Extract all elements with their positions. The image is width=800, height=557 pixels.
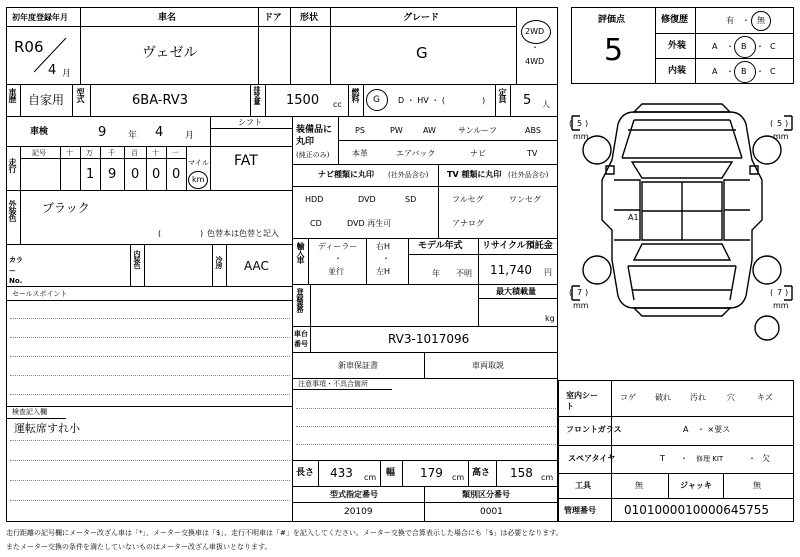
- exterior-c: C: [770, 42, 776, 51]
- tv-label: TV 種類に丸印: [447, 170, 502, 179]
- length-unit: cm: [364, 473, 377, 482]
- mileage-digit-label-5: 十: [152, 149, 159, 157]
- glass-label: フロントガラス: [566, 425, 622, 434]
- spare-kit: 修理 KIT: [696, 455, 724, 463]
- drive-2wd: 2WD: [525, 27, 545, 36]
- sheet-scratch: キズ: [757, 393, 773, 402]
- drive-4wd: 4WD: [525, 57, 545, 66]
- model-year-unit: 年: [432, 269, 440, 278]
- tread-label-rl: 7: [577, 288, 583, 297]
- tv-analog: アナログ: [452, 219, 484, 228]
- interior-dot-2: ・: [756, 67, 764, 76]
- width-value: 179: [420, 466, 443, 480]
- repair-no: 無: [757, 16, 765, 25]
- equip-sunroof: サンルーフ: [458, 126, 497, 135]
- mileage-digit-2: 9: [108, 167, 117, 182]
- max-load-unit: kg: [545, 314, 555, 323]
- usage-label: 車歴: [8, 88, 17, 102]
- capacity-unit: 人: [542, 100, 550, 109]
- tread-paren-rl-open: (: [569, 288, 573, 297]
- import-right: 右H: [376, 242, 391, 251]
- repair-dot: ・: [742, 16, 750, 25]
- tv-oneseg: ワンセグ: [509, 195, 541, 204]
- score-label: 評価点: [598, 15, 626, 25]
- footer-line-1: 走行距離の記号欄にメーター改ざん車は「*」、メーター交換車は「$」、走行不明車は「#」を記入してください。メーター交換で合算表示した場合にも「$」は必要となります。: [6, 529, 563, 537]
- displacement-unit: cc: [333, 100, 342, 109]
- category-value: 0001: [480, 507, 503, 517]
- first-reg-month-unit: 月: [62, 69, 72, 79]
- color-paren: (: [158, 229, 162, 238]
- navi-label-sub: (社外品含む): [388, 171, 429, 179]
- spare-t: T: [660, 454, 665, 463]
- tread-paren-fl-close: ): [585, 119, 589, 128]
- inspection-month: 4: [155, 125, 164, 140]
- navi-hdd: HDD: [305, 195, 324, 204]
- interior-sheet-label: 室内シート: [566, 391, 598, 412]
- grade-value: G: [416, 44, 428, 62]
- model-label: 型式: [76, 88, 85, 102]
- recycle-value: 11,740: [490, 263, 532, 277]
- tread-mm-rl: mm: [573, 301, 589, 310]
- glass-value: A: [683, 425, 689, 434]
- recycle-unit: 円: [544, 268, 552, 277]
- sheet-tear: 破れ: [655, 393, 671, 402]
- repair-label: 修復歴: [661, 15, 689, 25]
- interior-dot-1: ・: [726, 67, 734, 76]
- sales-point-label: セールスポイント: [12, 290, 68, 298]
- glass-rest: ・ ×要ス: [697, 425, 731, 434]
- management-label: 管理番号: [564, 506, 596, 515]
- interior-label: 内装: [668, 66, 687, 76]
- first-reg-year: R06: [14, 38, 44, 56]
- usage-value: 自家用: [28, 93, 65, 107]
- equip-abs: ABS: [525, 126, 541, 135]
- management-value: 0101000010000645755: [624, 503, 770, 517]
- import-dealer: ディーラー: [318, 242, 358, 251]
- tread-paren-rl-close: ): [585, 288, 589, 297]
- tv-fullseg: フルセグ: [452, 195, 484, 204]
- width-label: 幅: [386, 468, 396, 478]
- displacement-value: 1500: [286, 93, 320, 108]
- tread-label-fr: 5: [777, 119, 783, 128]
- tools-label: 工具: [575, 481, 591, 490]
- damage-mark: A1: [628, 213, 639, 222]
- equip-aw: AW: [423, 126, 436, 135]
- exterior-dot-1: ・: [726, 42, 734, 51]
- import-dealer-dot: ・: [334, 254, 342, 263]
- exterior-dot-2: ・: [756, 42, 764, 51]
- type-designation-value: 20109: [344, 507, 373, 517]
- displacement-label: 排気量: [253, 86, 261, 104]
- max-load-label: 最大積載量: [496, 287, 536, 296]
- tread-label-fl: 5: [577, 119, 583, 128]
- mileage-digit-3: 0: [131, 167, 140, 182]
- equipment-label: 装備品に丸印: [296, 125, 333, 147]
- mileage-label: 走行: [8, 158, 17, 172]
- vehicle-manual: 車両取説: [472, 361, 504, 370]
- tread-label-rr: 7: [777, 288, 783, 297]
- drive-dot: ・: [531, 43, 539, 52]
- car-diagram: [562, 100, 800, 370]
- navi-sd: SD: [405, 195, 417, 204]
- tv-label-sub: (社外品含む): [508, 171, 549, 179]
- equip-navi: ナビ: [470, 149, 486, 158]
- mileage-digit-label-4: 百: [131, 149, 138, 157]
- import-parallel: 並行: [328, 267, 344, 276]
- exterior-label: 外装: [668, 41, 687, 51]
- mileage-mile-label: マイル: [188, 159, 209, 167]
- fuel-rest: D ・ HV ・ (: [398, 96, 445, 105]
- capacity-label: 定員: [498, 88, 507, 102]
- tread-paren-fr-close: ): [785, 119, 789, 128]
- sheet-burn: コゲ: [620, 393, 636, 402]
- new-car-warranty: 新車保証書: [338, 361, 378, 370]
- footer-line-2: またメーター交換の条件を満たしていないものはメーター改ざん車扱いとなります。: [6, 543, 272, 551]
- spare-dot-1: ・: [680, 454, 688, 463]
- jack-label: ジャッキ: [680, 481, 712, 490]
- mileage-digit-label-6: 一: [172, 149, 179, 157]
- tread-paren-fr-open: (: [770, 119, 774, 128]
- height-label: 高さ: [472, 468, 491, 478]
- shape-label: 形状: [300, 13, 319, 23]
- jack-value: 無: [753, 481, 761, 490]
- inspection-year-unit: 年: [128, 131, 138, 141]
- inspection-month-unit: 月: [185, 131, 195, 141]
- chassis-value: RV3-1017096: [388, 332, 470, 346]
- height-value: 158: [510, 466, 533, 480]
- equip-tv: TV: [527, 149, 538, 158]
- interior-a: A: [712, 67, 718, 76]
- sheet-hole: 穴: [727, 393, 735, 402]
- caution-label: 注意事項・不具合箇所: [298, 380, 368, 388]
- color-label: 外装色: [8, 200, 17, 221]
- equip-leather: 本革: [352, 149, 368, 158]
- width-unit: cm: [452, 473, 465, 482]
- color-note: 色替本は色替と記入: [207, 229, 279, 238]
- tread-mm-fr: mm: [773, 132, 789, 141]
- import-left: 左H: [376, 267, 391, 276]
- registration-label: 登録義務: [296, 288, 304, 312]
- chassis-label: 車台番号: [294, 330, 308, 348]
- tread-paren-rr-open: (: [770, 288, 774, 297]
- tools-value: 無: [635, 481, 643, 490]
- car-name-value: ヴェゼル: [142, 45, 198, 61]
- shift-value: FAT: [234, 153, 258, 169]
- navi-dvd: DVD: [358, 195, 376, 204]
- interior-color-label: 内装色: [133, 250, 141, 268]
- color-no-label: カラーNo.: [9, 256, 23, 285]
- tread-paren-rr-close: ): [785, 288, 789, 297]
- equip-airbag: エアバック: [396, 149, 436, 158]
- navi-cd: CD: [310, 219, 322, 228]
- spare-none: 欠: [762, 454, 770, 463]
- equip-pw: PW: [390, 126, 403, 135]
- equipment-sub-label: (純正のみ): [296, 151, 330, 159]
- model-year-value: 不明: [456, 269, 472, 278]
- mileage-digit-label-3: 千: [108, 149, 115, 157]
- height-unit: cm: [541, 473, 554, 482]
- tread-paren-fl-open: (: [569, 119, 573, 128]
- navi-label: ナビ種類に丸印: [318, 170, 374, 179]
- car-name-label: 車名: [158, 13, 177, 23]
- spare-label: スペアタイヤ: [568, 454, 616, 463]
- type-designation-label: 型式指定番号: [330, 490, 378, 499]
- inspection-label: 車検: [30, 127, 49, 137]
- length-label: 長さ: [296, 468, 315, 478]
- exterior-b: B: [741, 42, 747, 51]
- grade-label: グレード: [403, 13, 440, 23]
- ac-value: AAC: [244, 259, 269, 273]
- fuel-g: G: [373, 95, 380, 105]
- import-right-dot: ・: [382, 254, 390, 263]
- mileage-digit-4: 0: [152, 167, 161, 182]
- tread-mm-rr: mm: [773, 301, 789, 310]
- length-value: 433: [330, 466, 353, 480]
- interior-b: B: [741, 67, 747, 76]
- interior-c: C: [770, 67, 776, 76]
- fuel-close: ): [482, 96, 486, 105]
- first-reg-label: 初年度登録年月: [12, 13, 68, 22]
- exterior-a: A: [712, 42, 718, 51]
- navi-dvd-play: DVD 再生可: [347, 219, 392, 228]
- spare-dot-2: ・: [748, 454, 756, 463]
- mileage-digit-1: 1: [86, 167, 95, 182]
- fuel-label: 燃料: [351, 88, 360, 102]
- repair-yes: 有: [726, 16, 734, 25]
- mileage-km: km: [192, 175, 205, 184]
- inspector-label: 検査記入欄: [12, 408, 47, 416]
- inspector-text: 運転席すれ小: [14, 422, 80, 435]
- equip-ps: PS: [355, 126, 365, 135]
- door-label: ドア: [264, 13, 282, 23]
- sheet-dirt: 汚れ: [690, 393, 706, 402]
- shift-label: シフト: [238, 118, 262, 127]
- category-label: 類別区分番号: [462, 490, 510, 499]
- capacity-value: 5: [523, 93, 532, 108]
- tread-mm-fl: mm: [573, 132, 589, 141]
- model-value: 6BA-RV3: [132, 93, 188, 108]
- first-reg-month: 4: [48, 63, 57, 78]
- mileage-digit-label-2: 万: [86, 149, 93, 157]
- score-value: 5: [604, 33, 624, 68]
- import-label: 輸入車: [296, 242, 305, 263]
- color-paren-close: ): [200, 229, 204, 238]
- model-year-label: モデル年式: [418, 241, 463, 251]
- inspection-year: 9: [98, 125, 107, 140]
- ac-label: 冷房: [215, 256, 223, 268]
- mileage-digit-label-1: 十: [66, 149, 73, 157]
- mileage-digit-5: 0: [172, 167, 181, 182]
- recycle-label: リサイクル預託金: [482, 241, 553, 251]
- color-value: ブラック: [42, 201, 90, 215]
- mileage-symbol-label: 記号: [32, 149, 46, 157]
